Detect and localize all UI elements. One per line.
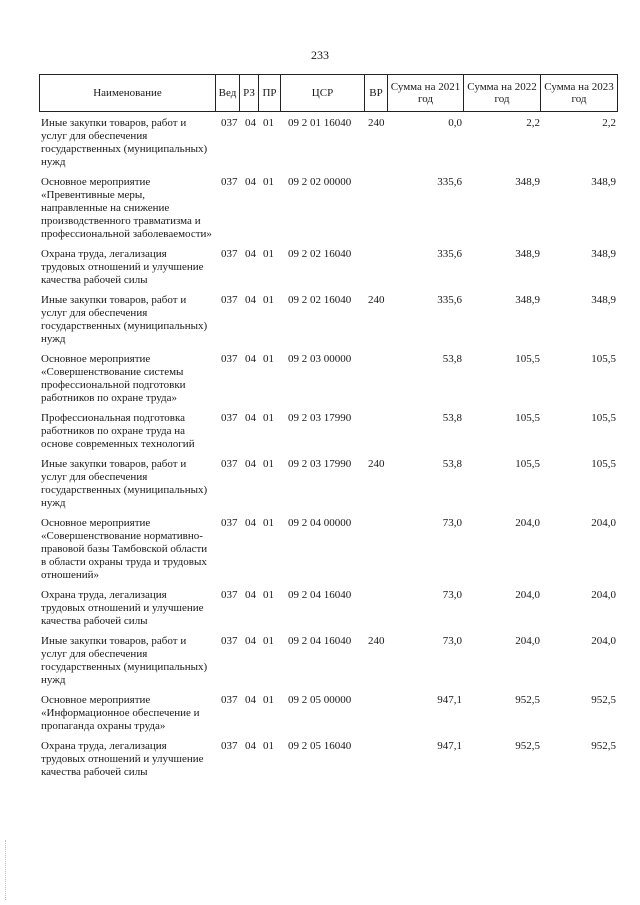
table-header (39, 74, 618, 112)
row-rz: 04 (245, 635, 256, 647)
row-ved: 037 (221, 176, 238, 188)
row-csr: 09 2 03 00000 (288, 353, 352, 365)
table-row (0, 353, 640, 405)
row-pr: 01 (263, 694, 274, 706)
row-sum-2023: 348,9 (591, 294, 616, 306)
row-name: Охрана труда, легализация трудовых отношений и улучшение качества рабочей силы (41, 740, 204, 778)
row-sum-2021: 0,0 (448, 117, 462, 129)
row-name: Профессиональная подготовка работников по охране труда на основе современных технологий (41, 412, 195, 450)
header-sum-2022: Сумма на 2022 год (464, 75, 541, 112)
header-pr: ПР (259, 75, 281, 112)
row-rz: 04 (245, 740, 256, 752)
row-sum-2023: 348,9 (591, 176, 616, 188)
row-csr: 09 2 03 17990 (288, 412, 352, 424)
row-sum-2021: 73,0 (442, 517, 462, 529)
row-vr: 240 (368, 294, 385, 306)
row-ved: 037 (221, 412, 238, 424)
row-pr: 01 (263, 294, 274, 306)
row-rz: 04 (245, 176, 256, 188)
row-sum-2022: 105,5 (515, 458, 540, 470)
row-name: Основное мероприятие «Превентивные меры, направленные на снижение производственного травматизма и профессиональной заболеваемости» (41, 176, 212, 240)
row-sum-2022: 204,0 (515, 635, 540, 647)
row-name: Иные закупки товаров, работ и услуг для обеспечения государственных (муниципальных) нужд (41, 458, 208, 509)
row-sum-2023: 105,5 (591, 353, 616, 365)
table-row (0, 412, 640, 451)
table-row (0, 248, 640, 287)
row-sum-2023: 204,0 (591, 635, 616, 647)
table-row (0, 589, 640, 628)
row-pr: 01 (263, 412, 274, 424)
row-sum-2023: 952,5 (591, 694, 616, 706)
row-sum-2021: 335,6 (437, 294, 462, 306)
row-ved: 037 (221, 294, 238, 306)
row-name: Основное мероприятие «Совершенствование нормативно-правовой базы Тамбовской области в области охраны труда и трудовых отношений» (41, 517, 208, 581)
row-sum-2022: 952,5 (515, 740, 540, 752)
row-sum-2021: 335,6 (437, 248, 462, 260)
row-sum-2022: 348,9 (515, 176, 540, 188)
row-ved: 037 (221, 353, 238, 365)
row-name: Иные закупки товаров, работ и услуг для обеспечения государственных (муниципальных) нужд (41, 635, 208, 686)
header-csr: ЦСР (281, 75, 365, 112)
row-rz: 04 (245, 517, 256, 529)
row-csr: 09 2 05 16040 (288, 740, 352, 752)
row-pr: 01 (263, 517, 274, 529)
row-csr: 09 2 02 16040 (288, 294, 352, 306)
table-row (0, 694, 640, 733)
row-name: Охрана труда, легализация трудовых отношений и улучшение качества рабочей силы (41, 248, 204, 286)
header-vr: ВР (365, 75, 388, 112)
row-name: Охрана труда, легализация трудовых отношений и улучшение качества рабочей силы (41, 589, 204, 627)
row-sum-2022: 204,0 (515, 517, 540, 529)
row-pr: 01 (263, 635, 274, 647)
table-body (0, 117, 640, 786)
row-vr: 240 (368, 458, 385, 470)
row-ved: 037 (221, 458, 238, 470)
row-rz: 04 (245, 694, 256, 706)
row-pr: 01 (263, 353, 274, 365)
row-csr: 09 2 04 00000 (288, 517, 352, 529)
scan-margin-mark (5, 840, 6, 900)
row-sum-2023: 952,5 (591, 740, 616, 752)
row-sum-2023: 2,2 (602, 117, 616, 129)
row-rz: 04 (245, 353, 256, 365)
row-rz: 04 (245, 412, 256, 424)
row-vr: 240 (368, 117, 385, 129)
row-rz: 04 (245, 248, 256, 260)
header-name: Наименование (40, 75, 216, 112)
row-sum-2023: 105,5 (591, 458, 616, 470)
row-name: Основное мероприятие «Информационное обеспечение и пропаганда охраны труда» (41, 694, 200, 732)
row-rz: 04 (245, 294, 256, 306)
row-pr: 01 (263, 248, 274, 260)
row-csr: 09 2 02 16040 (288, 248, 352, 260)
row-sum-2021: 947,1 (437, 740, 462, 752)
row-pr: 01 (263, 458, 274, 470)
row-pr: 01 (263, 176, 274, 188)
row-csr: 09 2 04 16040 (288, 635, 352, 647)
row-vr: 240 (368, 635, 385, 647)
row-name: Иные закупки товаров, работ и услуг для обеспечения государственных (муниципальных) нужд (41, 294, 208, 345)
header-rz: РЗ (240, 75, 259, 112)
row-sum-2021: 947,1 (437, 694, 462, 706)
row-ved: 037 (221, 248, 238, 260)
row-sum-2022: 105,5 (515, 353, 540, 365)
row-csr: 09 2 02 00000 (288, 176, 352, 188)
row-sum-2021: 335,6 (437, 176, 462, 188)
row-sum-2023: 204,0 (591, 517, 616, 529)
row-sum-2022: 105,5 (515, 412, 540, 424)
row-csr: 09 2 04 16040 (288, 589, 352, 601)
row-csr: 09 2 01 16040 (288, 117, 352, 129)
page-number: 233 (311, 48, 329, 62)
row-sum-2023: 204,0 (591, 589, 616, 601)
row-sum-2021: 73,0 (442, 635, 462, 647)
row-pr: 01 (263, 117, 274, 129)
row-sum-2021: 73,0 (442, 589, 462, 601)
row-name: Основное мероприятие «Совершенствование системы профессиональной подготовки работников по охране труда» (41, 353, 186, 404)
row-ved: 037 (221, 517, 238, 529)
row-rz: 04 (245, 458, 256, 470)
row-sum-2021: 53,8 (442, 458, 462, 470)
row-sum-2023: 348,9 (591, 248, 616, 260)
table-row (0, 117, 640, 169)
row-pr: 01 (263, 589, 274, 601)
table-row (0, 294, 640, 346)
header-ved: Вед (216, 75, 240, 112)
row-sum-2021: 53,8 (442, 412, 462, 424)
row-ved: 037 (221, 694, 238, 706)
table-row (0, 517, 640, 582)
row-sum-2023: 105,5 (591, 412, 616, 424)
row-name: Иные закупки товаров, работ и услуг для обеспечения государственных (муниципальных) нужд (41, 117, 208, 168)
row-csr: 09 2 05 00000 (288, 694, 352, 706)
table-row (0, 176, 640, 241)
row-csr: 09 2 03 17990 (288, 458, 352, 470)
row-ved: 037 (221, 740, 238, 752)
row-sum-2022: 204,0 (515, 589, 540, 601)
row-pr: 01 (263, 740, 274, 752)
header-sum-2021: Сумма на 2021 год (388, 75, 464, 112)
row-sum-2022: 348,9 (515, 294, 540, 306)
table-row (0, 740, 640, 779)
row-sum-2022: 2,2 (526, 117, 540, 129)
row-rz: 04 (245, 589, 256, 601)
table-row (0, 458, 640, 510)
row-ved: 037 (221, 635, 238, 647)
row-rz: 04 (245, 117, 256, 129)
row-sum-2022: 952,5 (515, 694, 540, 706)
row-sum-2021: 53,8 (442, 353, 462, 365)
row-ved: 037 (221, 589, 238, 601)
table-row (0, 635, 640, 687)
row-ved: 037 (221, 117, 238, 129)
row-sum-2022: 348,9 (515, 248, 540, 260)
header-sum-2023: Сумма на 2023 год (541, 75, 618, 112)
